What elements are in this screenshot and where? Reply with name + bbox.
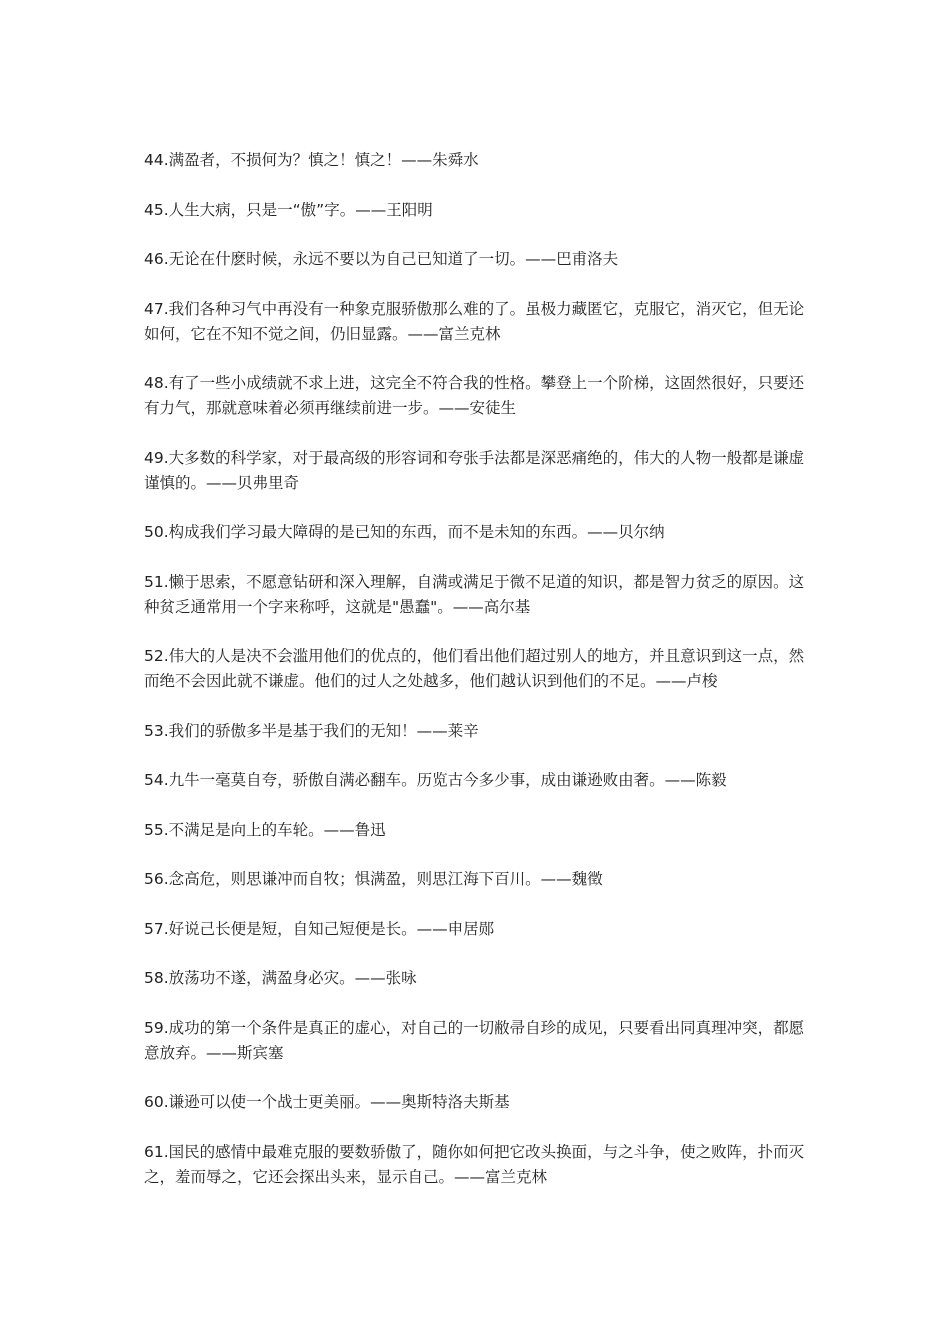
quote-56: 56.念高危，则思谦冲而自牧；惧满盈，则思江海下百川。——魏徵 [144, 870, 603, 888]
quote-53: 53.我们的骄傲多半是基于我们的无知！——莱辛 [144, 721, 479, 740]
quote-58: 58.放荡功不遂，满盈身必灾。——张咏 [144, 969, 417, 987]
quote-55: 55.不满足是向上的车轮。——鲁迅 [144, 820, 386, 839]
quote-47: 47.我们各种习气中再没有一种象克服骄傲那么难的了。虽极力藏匿它，克服它，消灭它，但无论如何，它在不知不觉之间，仍旧显露。——富兰克林 [144, 299, 805, 343]
quote-60: 60.谦逊可以使一个战士更美丽。——奥斯特洛夫斯基 [144, 1093, 510, 1111]
quote-61: 61.国民的感情中最难克服的要数骄傲了，随你如何把它改头换面，与之斗争，使之败阵，扑而灭之，羞而辱之，它还会探出头来，显示自己。——富兰克林 [144, 1142, 805, 1186]
quote-45: 45.人生大病，只是一“傲”字。——王阳明 [144, 200, 433, 219]
quote-57: 57.好说己长便是短，自知己短便是长。——申居郧 [144, 919, 495, 938]
quote-52: 52.伟大的人是决不会滥用他们的优点的，他们看出他们超过别人的地方，并且意识到这一点，然而绝不会因此就不谦虚。他们的过人之处越多，他们越认识到他们的不足。——卢梭 [144, 647, 805, 690]
quote-49: 49.大多数的科学家，对于最高级的形容词和夸张手法都是深恶痛绝的，伟大的人物一般都是谦虚谨慎的。——贝弗里奇 [144, 448, 805, 492]
quote-48: 48.有了一些小成绩就不求上进，这完全不符合我的性格。攀登上一个阶梯，这固然很好，只要还有力气，那就意味着必须再继续前进一步。——安徒生 [144, 374, 805, 417]
quote-50: 50.构成我们学习最大障碍的是已知的东西，而不是未知的东西。——贝尔纳 [144, 523, 665, 541]
quote-46: 46.无论在什麽时候，永远不要以为自己已知道了一切。——巴甫洛夫 [144, 250, 619, 268]
quote-59: 59.成功的第一个条件是真正的虚心，对自己的一切敝帚自珍的成见，只要看出同真理冲突，都愿意放弃。——斯宾塞 [144, 1018, 805, 1062]
quote-44: 44.满盈者，不损何为？慎之！慎之！——朱舜水 [144, 151, 479, 169]
quote-54: 54.九牛一毫莫自夸，骄傲自满必翻车。历览古今多少事，成由谦逊败由奢。——陈毅 [144, 771, 727, 789]
quote-list [144, 148, 812, 1214]
quote-51: 51.懒于思索，不愿意钻研和深入理解，自满或满足于微不足道的知识，都是智力贫乏的原因。这种贫乏通常用一个字来称呼，这就是"愚蠢"。——高尔基 [144, 572, 805, 616]
